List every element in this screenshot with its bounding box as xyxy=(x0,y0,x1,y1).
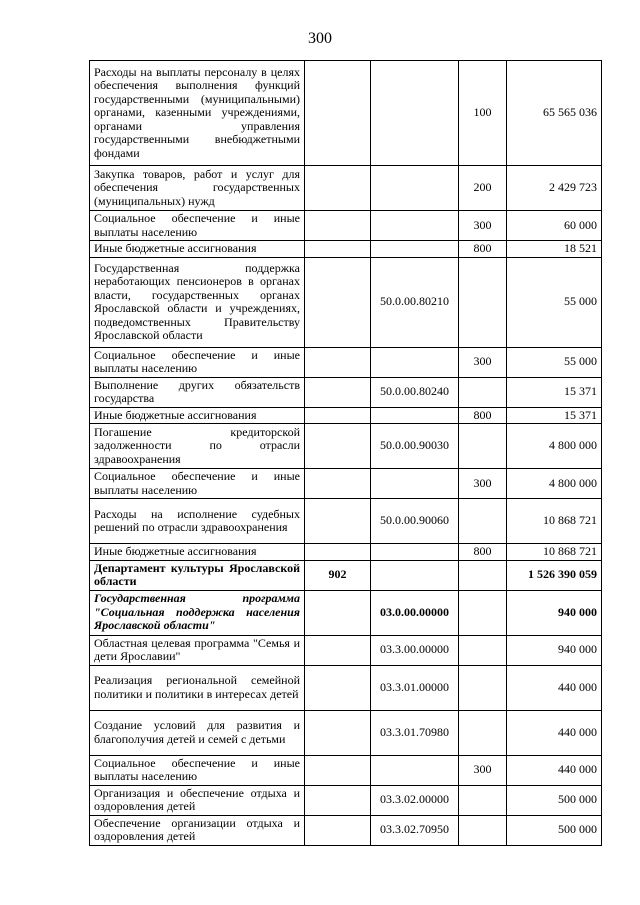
row-amount-cell: 940 000 xyxy=(507,635,602,665)
table-row xyxy=(90,257,602,347)
row-name-cell: Реализация региональной семейной политики и политики в интересах детей xyxy=(90,665,305,710)
row-expense-type-cell xyxy=(459,257,507,347)
row-name-cell: Социальное обеспечение и иные выплаты населению xyxy=(90,347,305,377)
row-amount-cell: 4 800 000 xyxy=(507,424,602,469)
row-ministry-cell xyxy=(305,815,371,845)
row-amount-cell: 15 371 xyxy=(507,407,602,424)
row-name-cell: Создание условий для развития и благополучия детей и семей с детьми xyxy=(90,710,305,755)
row-code-cell xyxy=(371,211,459,241)
row-expense-type-cell: 300 xyxy=(459,211,507,241)
row-expense-type-cell: 300 xyxy=(459,469,507,499)
table-row xyxy=(90,407,602,424)
row-ministry-cell xyxy=(305,635,371,665)
row-amount-cell: 10 868 721 xyxy=(507,544,602,561)
row-amount-cell: 55 000 xyxy=(507,257,602,347)
table-row xyxy=(90,755,602,785)
row-name-cell: Иные бюджетные ассигнования xyxy=(90,241,305,258)
row-code-cell: 03.0.00.00000 xyxy=(371,590,459,635)
row-amount-cell: 10 868 721 xyxy=(507,499,602,544)
row-amount-cell: 60 000 xyxy=(507,211,602,241)
row-name-cell: Областная целевая программа "Семья и дети Ярославии" xyxy=(90,635,305,665)
row-code-cell: 03.3.02.00000 xyxy=(371,785,459,815)
row-expense-type-cell xyxy=(459,710,507,755)
row-code-cell xyxy=(371,560,459,590)
row-ministry-cell xyxy=(305,544,371,561)
row-code-cell xyxy=(371,469,459,499)
row-code-cell xyxy=(371,166,459,211)
row-ministry-cell xyxy=(305,499,371,544)
row-ministry-cell xyxy=(305,347,371,377)
row-name-cell: Расходы на выплаты персоналу в целях обеспечения выполнения функций государственными (муниципальными) органами, казенными учреждениями, органами управления государственными внебюджетными фондами xyxy=(90,61,305,166)
table-row xyxy=(90,211,602,241)
page-number: 300 xyxy=(308,30,332,47)
row-amount-cell: 18 521 xyxy=(507,241,602,258)
row-name-cell: Расходы на исполнение судебных решений по отрасли здравоохранения xyxy=(90,499,305,544)
table-row xyxy=(90,377,602,407)
row-name-cell: Социальное обеспечение и иные выплаты населению xyxy=(90,211,305,241)
row-name-cell: Организация и обеспечение отдыха и оздоровления детей xyxy=(90,785,305,815)
row-expense-type-cell: 300 xyxy=(459,755,507,785)
row-code-cell xyxy=(371,241,459,258)
row-expense-type-cell xyxy=(459,560,507,590)
row-expense-type-cell xyxy=(459,590,507,635)
row-expense-type-cell: 800 xyxy=(459,544,507,561)
table-row xyxy=(90,424,602,469)
row-expense-type-cell xyxy=(459,785,507,815)
budget-table-body xyxy=(90,61,602,846)
row-amount-cell: 15 371 xyxy=(507,377,602,407)
row-ministry-cell xyxy=(305,469,371,499)
row-expense-type-cell: 800 xyxy=(459,241,507,258)
row-name-cell: Обеспечение организации отдыха и оздоровления детей xyxy=(90,815,305,845)
row-name-cell: Государственная программа "Социальная поддержка населения Ярославской области" xyxy=(90,590,305,635)
row-name-cell: Погашение кредиторской задолженности по отрасли здравоохранения xyxy=(90,424,305,469)
table-row xyxy=(90,785,602,815)
table-row xyxy=(90,710,602,755)
row-code-cell: 03.3.01.00000 xyxy=(371,665,459,710)
row-name-cell: Иные бюджетные ассигнования xyxy=(90,544,305,561)
row-ministry-cell xyxy=(305,710,371,755)
row-ministry-cell xyxy=(305,377,371,407)
row-expense-type-cell xyxy=(459,377,507,407)
row-expense-type-cell: 300 xyxy=(459,347,507,377)
table-row xyxy=(90,469,602,499)
row-name-cell: Закупка товаров, работ и услуг для обеспечения государственных (муниципальных) нужд xyxy=(90,166,305,211)
table-row xyxy=(90,590,602,635)
row-ministry-cell xyxy=(305,424,371,469)
row-amount-cell: 1 526 390 059 xyxy=(507,560,602,590)
table-row xyxy=(90,61,602,166)
row-amount-cell: 4 800 000 xyxy=(507,469,602,499)
row-code-cell: 50.0.00.80210 xyxy=(371,257,459,347)
row-name-cell: Выполнение других обязательств государства xyxy=(90,377,305,407)
table-row xyxy=(90,560,602,590)
row-code-cell: 50.0.00.90060 xyxy=(371,499,459,544)
table-row xyxy=(90,544,602,561)
row-code-cell xyxy=(371,544,459,561)
row-name-cell: Социальное обеспечение и иные выплаты населению xyxy=(90,755,305,785)
row-ministry-cell: 902 xyxy=(305,560,371,590)
row-expense-type-cell xyxy=(459,815,507,845)
row-ministry-cell xyxy=(305,61,371,166)
row-ministry-cell xyxy=(305,241,371,258)
row-code-cell: 03.3.02.70950 xyxy=(371,815,459,845)
row-expense-type-cell: 200 xyxy=(459,166,507,211)
row-name-cell: Иные бюджетные ассигнования xyxy=(90,407,305,424)
row-code-cell: 03.3.01.70980 xyxy=(371,710,459,755)
row-code-cell xyxy=(371,61,459,166)
row-name-cell: Государственная поддержка неработающих пенсионеров в органах власти, государственных органах Ярославской области и учреждениях, подведомственных Правительству Ярославской области xyxy=(90,257,305,347)
row-amount-cell: 440 000 xyxy=(507,665,602,710)
row-amount-cell: 2 429 723 xyxy=(507,166,602,211)
row-amount-cell: 55 000 xyxy=(507,347,602,377)
row-name-cell: Департамент культуры Ярославской области xyxy=(90,560,305,590)
row-ministry-cell xyxy=(305,785,371,815)
row-amount-cell: 500 000 xyxy=(507,815,602,845)
row-ministry-cell xyxy=(305,755,371,785)
row-expense-type-cell: 100 xyxy=(459,61,507,166)
row-code-cell xyxy=(371,407,459,424)
row-expense-type-cell xyxy=(459,635,507,665)
row-code-cell xyxy=(371,347,459,377)
row-expense-type-cell xyxy=(459,424,507,469)
table-row xyxy=(90,499,602,544)
row-expense-type-cell xyxy=(459,665,507,710)
row-amount-cell: 65 565 036 xyxy=(507,61,602,166)
table-row xyxy=(90,665,602,710)
row-expense-type-cell xyxy=(459,499,507,544)
row-ministry-cell xyxy=(305,590,371,635)
row-name-cell: Социальное обеспечение и иные выплаты населению xyxy=(90,469,305,499)
row-ministry-cell xyxy=(305,166,371,211)
row-ministry-cell xyxy=(305,407,371,424)
budget-table xyxy=(89,60,602,846)
row-amount-cell: 500 000 xyxy=(507,785,602,815)
row-code-cell xyxy=(371,755,459,785)
row-ministry-cell xyxy=(305,257,371,347)
row-amount-cell: 940 000 xyxy=(507,590,602,635)
table-row xyxy=(90,347,602,377)
row-amount-cell: 440 000 xyxy=(507,755,602,785)
table-row xyxy=(90,815,602,845)
row-code-cell: 50.0.00.90030 xyxy=(371,424,459,469)
table-row xyxy=(90,241,602,258)
row-code-cell: 50.0.00.80240 xyxy=(371,377,459,407)
table-row xyxy=(90,635,602,665)
table-row xyxy=(90,166,602,211)
row-ministry-cell xyxy=(305,211,371,241)
row-expense-type-cell: 800 xyxy=(459,407,507,424)
row-amount-cell: 440 000 xyxy=(507,710,602,755)
row-code-cell: 03.3.00.00000 xyxy=(371,635,459,665)
row-ministry-cell xyxy=(305,665,371,710)
